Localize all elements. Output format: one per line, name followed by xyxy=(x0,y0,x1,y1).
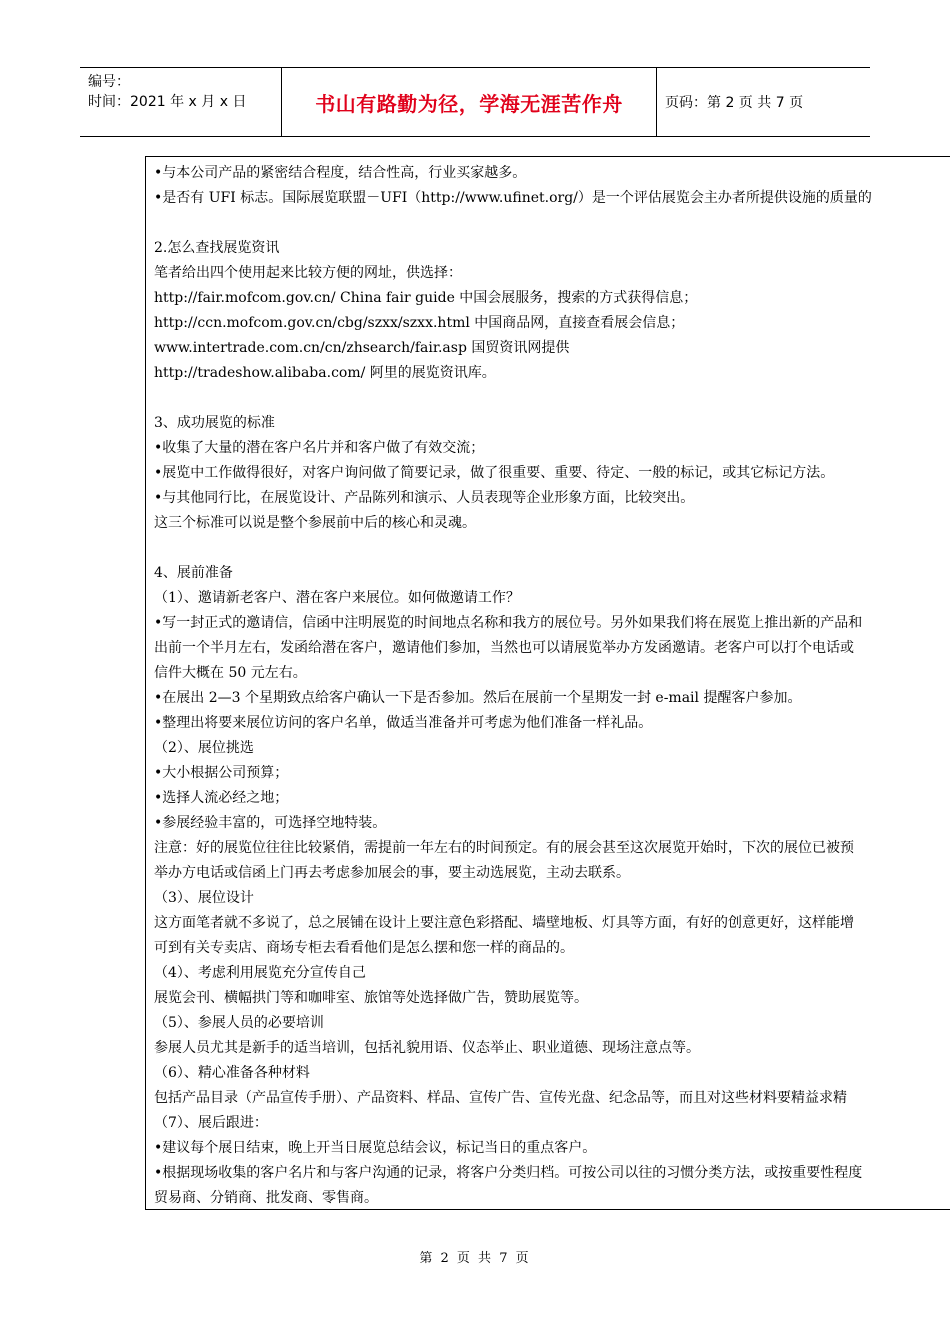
paragraph-line: 笔者给出四个使用起来比较方便的网址，供选择： xyxy=(154,265,462,281)
paragraph-line: •收集了大量的潜在客户名片并和客户做了有效交流； xyxy=(154,440,485,456)
blank-line xyxy=(154,386,950,411)
paragraph-line: •展览中工作做得很好，对客户询问做了简要记录，做了很重要、重要、待定、一般的标记，或其它标记方法。 xyxy=(154,465,835,481)
blank-line xyxy=(154,211,950,236)
paragraph-line: （6）、精心准备各种材料 xyxy=(154,1065,310,1081)
paragraph-line: •选择人流必经之地； xyxy=(154,790,289,806)
paragraph-line: •参展经验丰富的，可选择空地特装。 xyxy=(154,815,387,831)
paragraph-line: （5）、参展人员的必要培训 xyxy=(154,1015,324,1031)
paragraph-line: 参展人员尤其是新手的适当培训，包括礼貌用语、仪态举止、职业道德、现场注意点等。 xyxy=(154,1040,700,1056)
paragraph-line: 举办方电话或信函上门再去考虑参加展会的事，要主动选展览，主动去联系。 xyxy=(154,865,630,881)
page-code: 页码：第 2 页 共 7 页 xyxy=(665,95,804,111)
paragraph-line: 这方面笔者就不多说了，总之展铺在设计上要注意色彩搭配、墙壁地板、灯具等方面，有好的创意更好，这样能增 xyxy=(154,915,854,931)
number-label: 编号： xyxy=(88,74,130,90)
paragraph-line: 可到有关专卖店、商场专柜去看看他们是怎么摆和您一样的商品的。 xyxy=(154,940,574,956)
paragraph-line: 出前一个半月左右，发函给潜在客户，邀请他们参加，当然也可以请展览举办方发函邀请。老客户可以打个电话或 xyxy=(154,640,854,656)
paragraph-line: 这三个标准可以说是整个参展前中后的核心和灵魂。 xyxy=(154,515,476,531)
paragraph-line: （1）、邀请新老客户、潜在客户来展位。如何做邀请工作？ xyxy=(154,590,520,606)
paragraph-line: •整理出将要来展位访问的客户名单，做适当准备并可考虑为他们准备一样礼品。 xyxy=(154,715,653,731)
header-page-cell xyxy=(657,68,870,136)
paragraph-line: •根据现场收集的客户名片和与客户沟通的记录，将客户分类归档。可按公司以往的习惯分类方法，或按重要性程度 xyxy=(154,1165,863,1181)
paragraph-line: 注意：好的展览位往往比较紧俏，需提前一年左右的时间预定。有的展会甚至这次展览开始时，下次的展位已被预 xyxy=(154,840,854,856)
paragraph-line: 信件大概在 50 元左右。 xyxy=(154,665,307,681)
paragraph-line: 展览会刊、横幅拱门等和咖啡室、旅馆等处选择做广告，赞助展览等。 xyxy=(154,990,588,1006)
blank-line xyxy=(154,536,950,561)
paragraph-line: （4）、考虑利用展览充分宣传自己 xyxy=(154,965,366,981)
paragraph-line: http://tradeshow.alibaba.com/ 阿里的展览资讯库。 xyxy=(154,365,496,381)
paragraph-line: 3、成功展览的标准 xyxy=(154,415,275,431)
paragraph-line: •与本公司产品的紧密结合程度，结合性高，行业买家越多。 xyxy=(154,165,527,181)
document-body xyxy=(145,156,950,1210)
paragraph-line: •是否有 UFI 标志。国际展览联盟－UFI（http://www.ufinet.org/）是一个评估展览会主办者所提供设施的质量的 xyxy=(154,190,872,206)
paragraph-line: •在展出 2—3 个星期致点给客户确认一下是否参加。然后在展前一个星期发一封 e-mail 提醒客户参加。 xyxy=(154,690,802,706)
paragraph-line: （3）、展位设计 xyxy=(154,890,254,906)
paragraph-line: •建议每个展日结束，晚上开当日展览总结会议，标记当日的重点客户。 xyxy=(154,1140,597,1156)
page-footer: 第 2 页 共 7 页 xyxy=(419,1251,531,1266)
page-header xyxy=(80,67,870,137)
paragraph-line: •大小根据公司预算； xyxy=(154,765,289,781)
paragraph-line: http://ccn.mofcom.gov.cn/cbg/szxx/szxx.html 中国商品网，直接查看展会信息； xyxy=(154,315,685,331)
paragraph-line: •写一封正式的邀请信，信函中注明展览的时间地点名称和我方的展位号。另外如果我们将在展览上推出新的产品和 xyxy=(154,615,863,631)
paragraph-line: （2）、展位挑选 xyxy=(154,740,254,756)
paragraph-line: 2.怎么查找展览资讯 xyxy=(154,240,280,256)
motto-text: 书山有路勤为径，学海无涯苦作舟 xyxy=(315,91,623,116)
paragraph-line: 贸易商、分销商、批发商、零售商。 xyxy=(154,1190,378,1206)
paragraph-line: http://fair.mofcom.gov.cn/ China fair guide 中国会展服务，搜索的方式获得信息； xyxy=(154,290,698,306)
time-label: 时间：2021 年 x 月 x 日 xyxy=(88,94,247,110)
paragraph-line: 4、展前准备 xyxy=(154,565,233,581)
paragraph-line: （7）、展后跟进： xyxy=(154,1115,268,1131)
header-meta-cell xyxy=(80,68,281,136)
paragraph-line: 包括产品目录（产品宣传手册）、产品资料、样品、宣传广告、宣传光盘、纪念品等，而且对这些材料要精益求精 xyxy=(154,1090,847,1106)
paragraph-line: www.intertrade.com.cn/cn/zhsearch/fair.asp 国贸资讯网提供 xyxy=(154,340,570,356)
document-lines xyxy=(154,161,950,1210)
paragraph-line: •与其他同行比，在展览设计、产品陈列和演示、人员表现等企业形象方面，比较突出。 xyxy=(154,490,695,506)
header-motto-cell xyxy=(281,68,657,136)
